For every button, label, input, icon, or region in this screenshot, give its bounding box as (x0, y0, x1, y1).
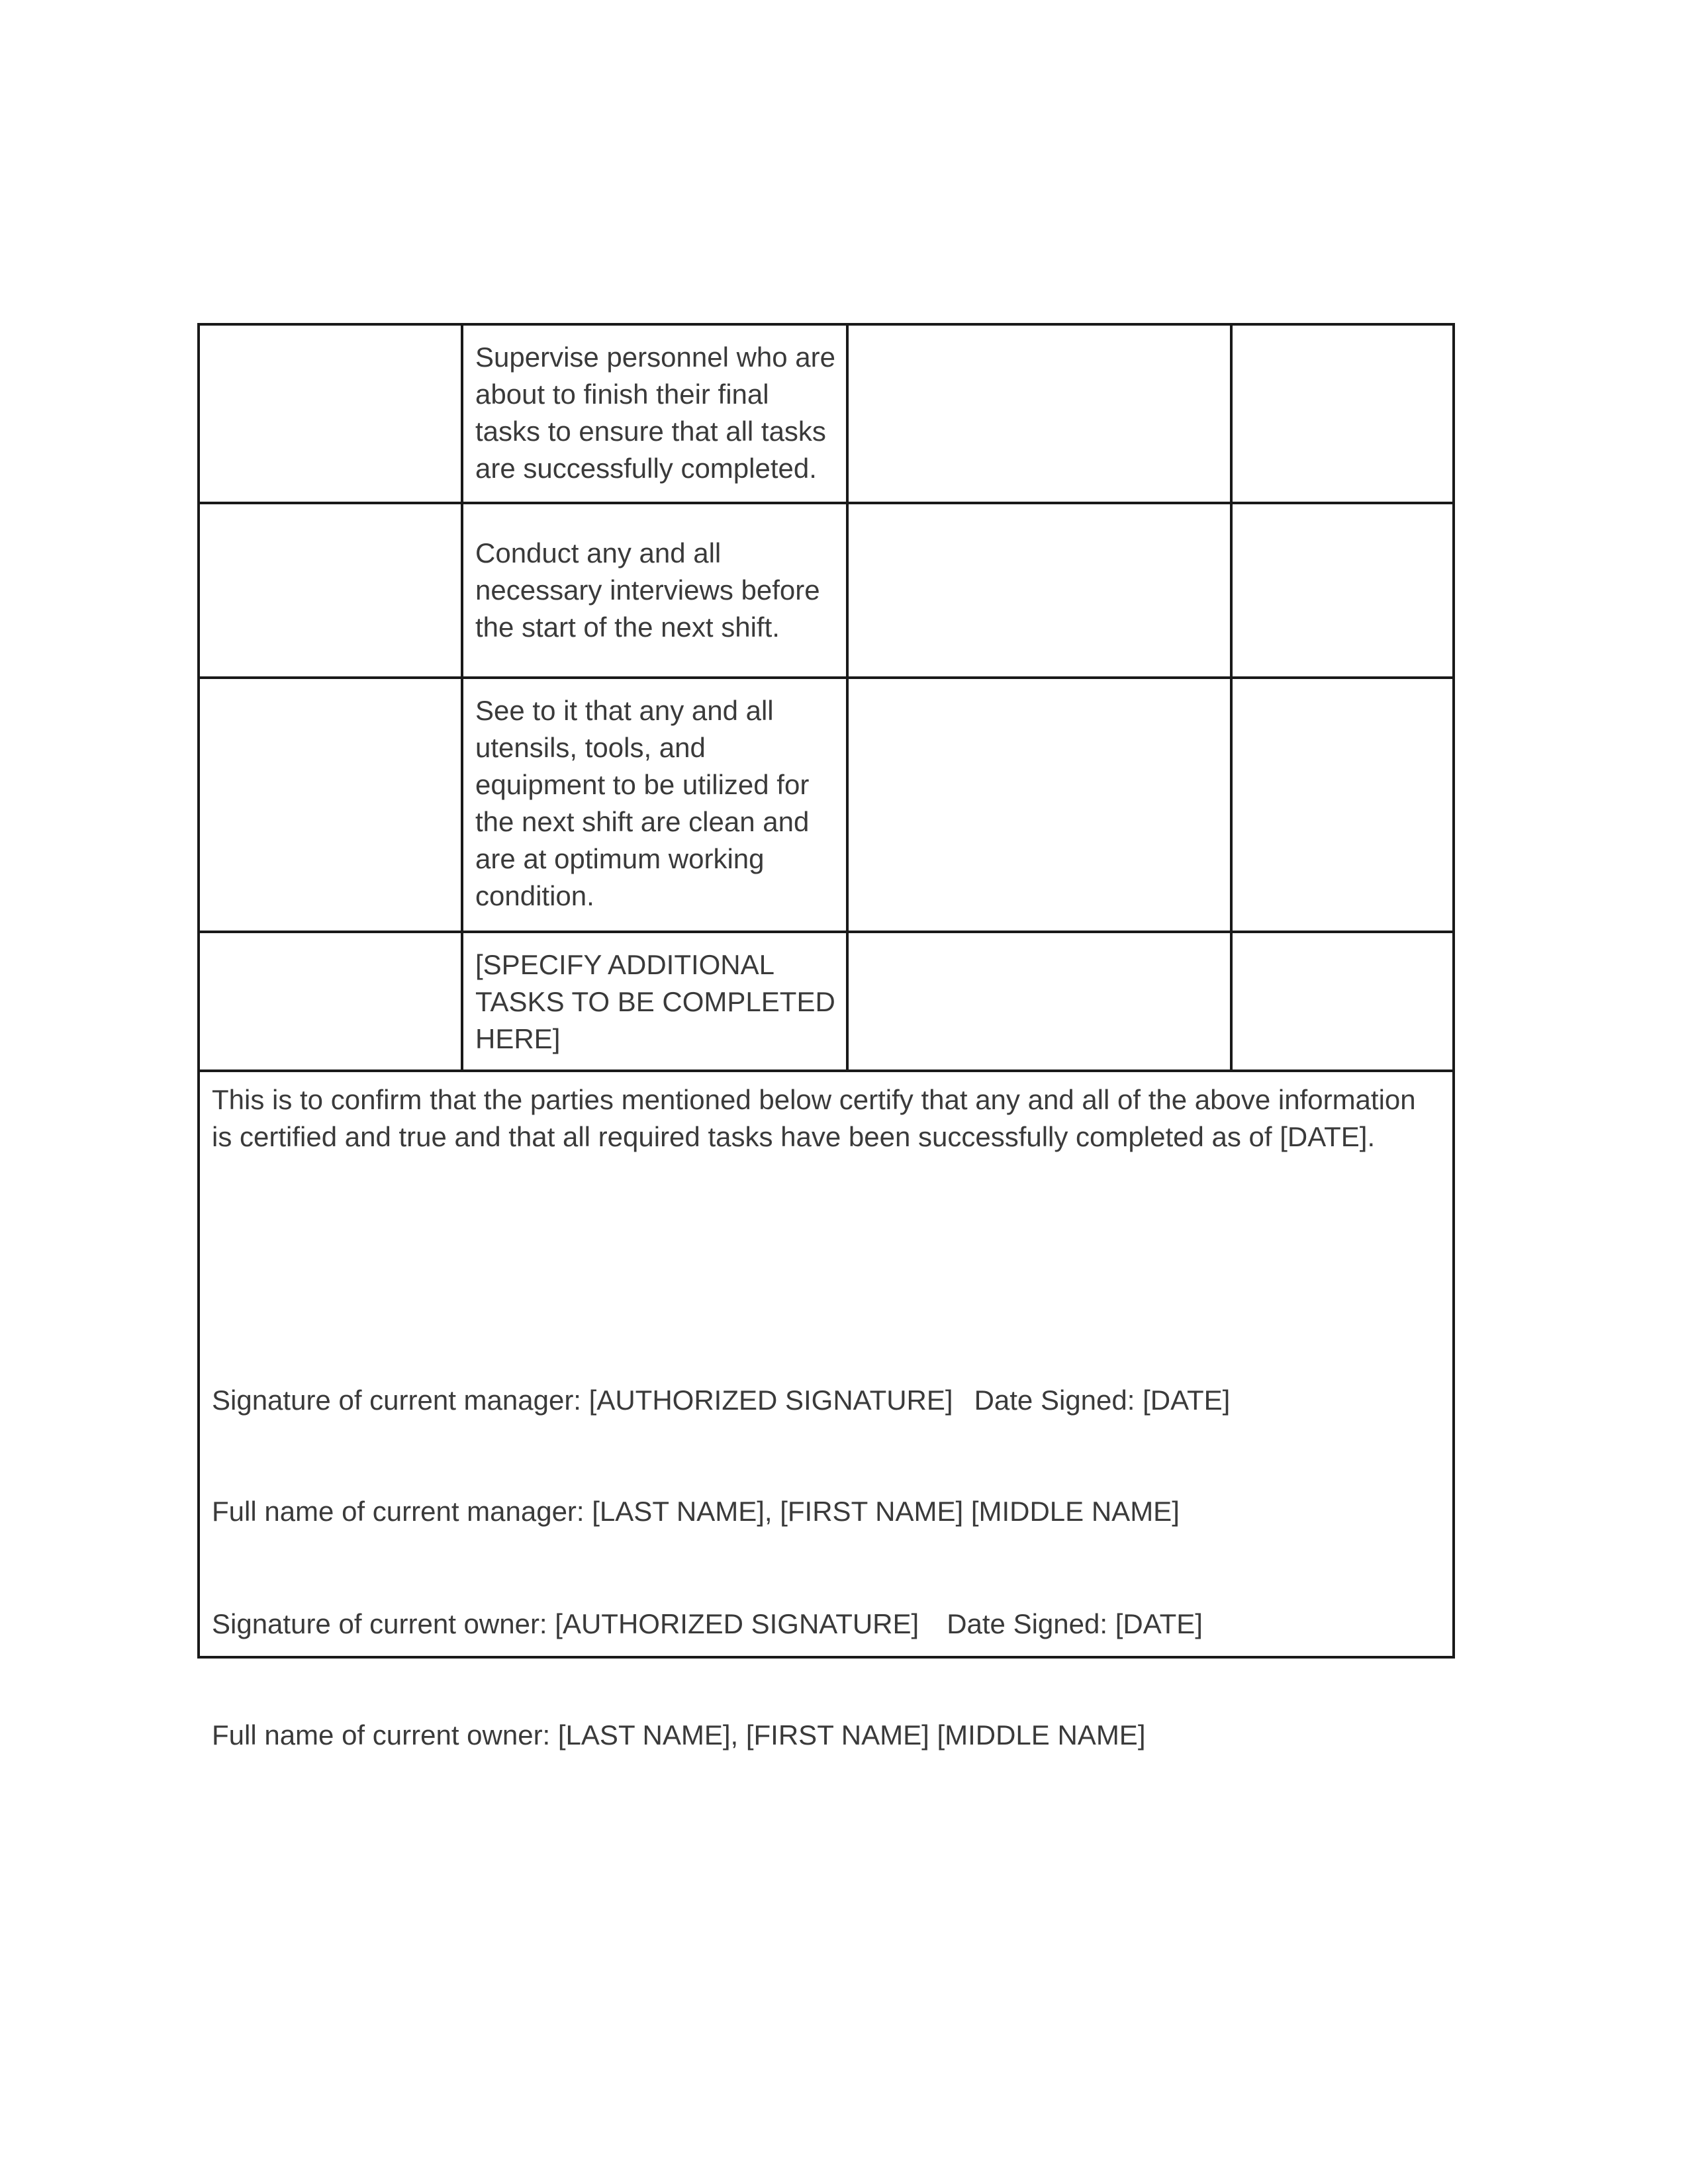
table-cell-blank (847, 326, 1231, 503)
table-cell-blank (200, 503, 462, 678)
task-text: Supervise personnel who are about to finish their final tasks to ensure that all tasks are successfully completed. (475, 341, 835, 484)
task-table (200, 326, 1452, 1072)
checklist-form (197, 323, 1455, 1751)
manager-signature-line (212, 1382, 1443, 1419)
table-row (200, 678, 1452, 932)
table-row (200, 503, 1452, 678)
table-row (200, 326, 1452, 503)
owner-signature-line (212, 1606, 1443, 1643)
task-text: [SPECIFY ADDITIONAL TASKS TO BE COMPLETED HERE] (475, 949, 835, 1054)
owner-date-signed: Date Signed: [DATE] (947, 1608, 1203, 1639)
table-row (200, 932, 1452, 1071)
manager-full-name: Full name of current manager: [LAST NAME], [FIRST NAME] [MIDDLE NAME] (212, 1496, 1180, 1527)
table-cell-blank (847, 503, 1231, 678)
table-cell-blank (847, 932, 1231, 1071)
certification-section (212, 1081, 1443, 1156)
table-cell-blank (1231, 678, 1452, 932)
table-cell-blank (1231, 503, 1452, 678)
table-cell-blank (1231, 932, 1452, 1071)
task-cell (462, 678, 847, 932)
owner-full-name: Full name of current owner: [LAST NAME], [FIRST NAME] [MIDDLE NAME] (212, 1719, 1146, 1751)
task-text: Conduct any and all necessary interviews before the start of the next shift. (475, 537, 820, 643)
table-cell-blank (1231, 326, 1452, 503)
task-cell (462, 326, 847, 503)
owner-signature-block (212, 1531, 1443, 1828)
task-cell (462, 503, 847, 678)
table-cell-blank (847, 678, 1231, 932)
certification-text: This is to confirm that the parties mentioned below certify that any and all of the above information is certified and true and that all required tasks have been successfully completed as of [DATE]. (212, 1084, 1416, 1152)
table-cell-blank (200, 932, 462, 1071)
table-cell-blank (200, 678, 462, 932)
task-text: See to it that any and all utensils, tools, and equipment to be utilized for the next shift are clean and are at optimum working condition. (475, 695, 810, 911)
table-cell-blank (200, 326, 462, 503)
manager-date-signed: Date Signed: [DATE] (974, 1385, 1231, 1416)
task-cell (462, 932, 847, 1071)
manager-signature-label: Signature of current manager: [AUTHORIZED SIGNATURE] (212, 1385, 953, 1416)
owner-signature-label: Signature of current owner: [AUTHORIZED SIGNATURE] (212, 1608, 919, 1639)
